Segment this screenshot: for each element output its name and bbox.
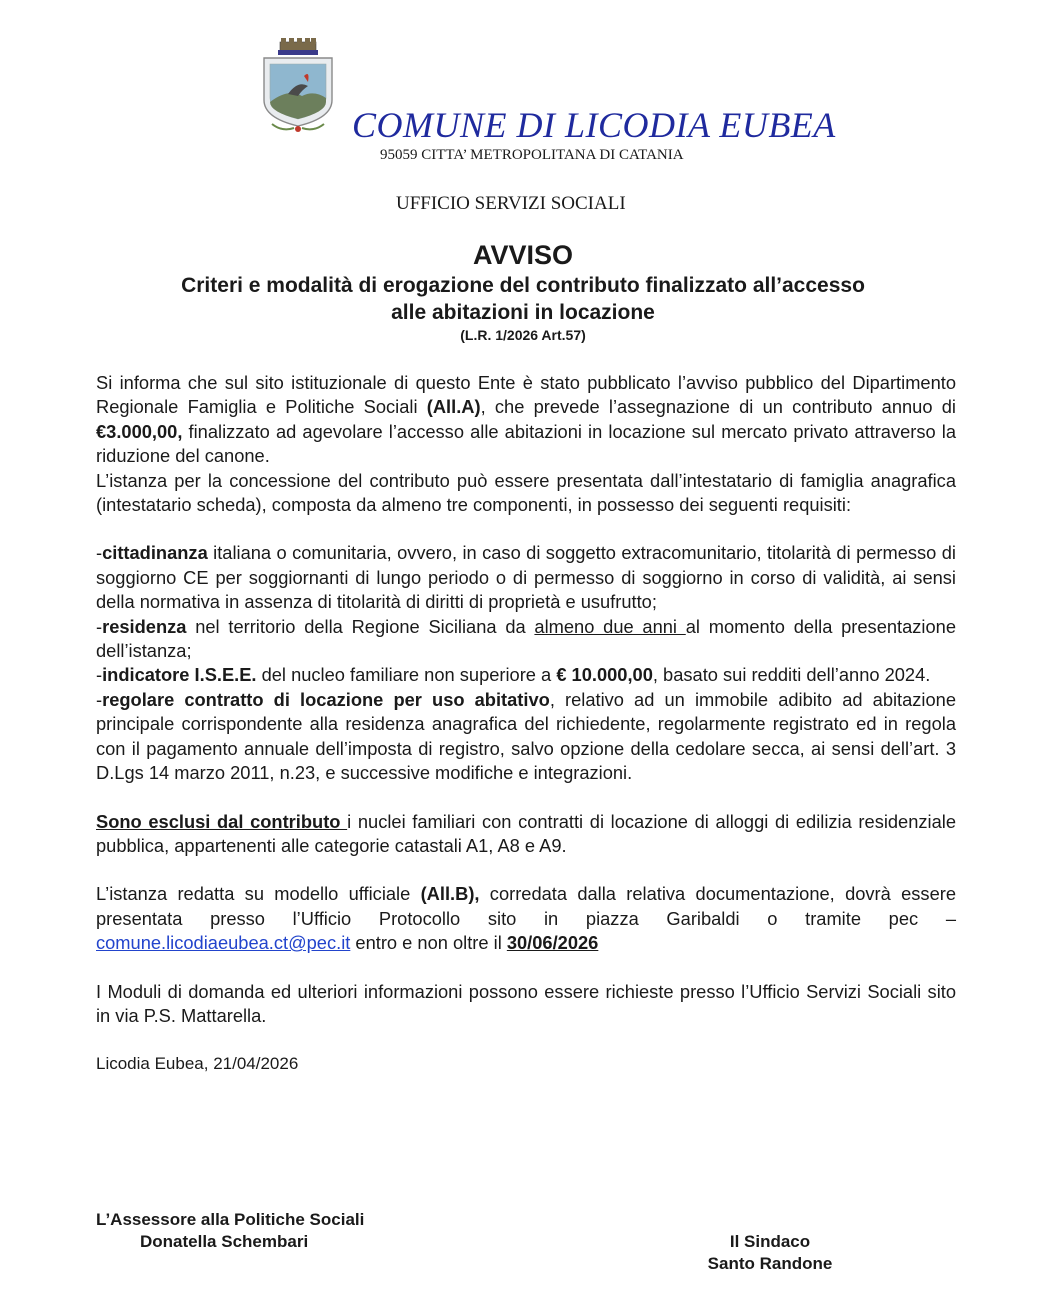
submission-paragraph xyxy=(96,882,956,955)
notice-title: AVVISO xyxy=(472,240,574,270)
isee-amount: € 10.000,00 xyxy=(556,664,653,686)
signature-sindaco xyxy=(690,1231,850,1275)
intro-paragraph-2: L’istanza per la concessione del contributo può essere presentata dall’intestatario di famiglia anagrafica (intestatario scheda), composta da almeno tre componenti, in possesso dei seguenti requisiti: xyxy=(96,469,956,516)
attachment-b-ref: (All.B), xyxy=(420,883,480,905)
assessore-role: L’Assessore alla Politiche Sociali xyxy=(96,1210,365,1229)
municipal-crest-emblem xyxy=(258,36,338,136)
notice-subject-line-2: alle abitazioni in locazione xyxy=(391,301,655,324)
assessore-name: Donatella Schembari xyxy=(140,1232,309,1251)
dash: - xyxy=(96,615,103,637)
requirement-text: , relativo ad un immobile adibito ad abitazione principale corrispondente alla residenza anagrafica del richiedente, regolarmente registrato ed in regola con il pagamento annuale dell’imposta di registro, salvo opzione della cedolare secca, ai sensi dell’art. 3 D.Lgs 14 marzo 2011, n.23, e successive modifiche e integrazioni. xyxy=(96,688,956,784)
dash: - xyxy=(96,688,103,710)
submission-text: corredata dalla relativa documentazione, dovrà essere presentata presso l’Ufficio Protocollo sito in piazza Garibaldi o tramite pec – xyxy=(96,883,956,929)
requirement-label: cittadinanza xyxy=(102,542,208,564)
dash: - xyxy=(96,664,103,686)
requirement-label: indicatore I.S.E.E. xyxy=(102,664,257,686)
intro-text-c: , che prevede l’assegnazione di un contributo annuo di xyxy=(480,396,956,418)
requirement-text: italiana o comunitaria, ovvero, in caso di soggetto extracomunitario, titolarità di permesso di soggiorno CE per soggiornanti di lungo periodo o di permesso di soggiorno in corso di validità, ai sensi della normativa in assenza di titolarità di diritti di proprietà e usufrutto; xyxy=(96,542,956,613)
requirement-isee xyxy=(96,663,956,687)
dash: - xyxy=(96,542,103,564)
office-name: UFFICIO SERVIZI SOCIALI xyxy=(396,193,626,214)
notice-body xyxy=(96,371,956,1077)
requirement-text: nel territorio della Regione Siciliana da xyxy=(186,615,535,637)
municipality-subtitle: 95059 CITTA’ METROPOLITANA DI CATANIA xyxy=(380,147,684,163)
submission-text: entro e non oltre il xyxy=(350,932,507,954)
date-place: Licodia Eubea, 21/04/2026 xyxy=(96,1054,299,1074)
law-reference: (L.R. 1/2026 Art.57) xyxy=(460,327,586,343)
intro-paragraph-1 xyxy=(96,371,956,469)
exclusion-paragraph xyxy=(96,810,956,859)
info-paragraph: I Moduli di domanda ed ulteriori informazioni possono essere richieste presso l’Ufficio Servizi Sociali sito in via P.S. Mattarella. xyxy=(96,980,956,1026)
title-block xyxy=(0,238,1046,344)
deadline-date: 30/06/2026 xyxy=(506,932,599,954)
requirement-label: regolare contratto di locazione per uso abitativo xyxy=(102,688,550,710)
sindaco-role: Il Sindaco xyxy=(729,1232,811,1251)
contribution-amount: €3.000,00, xyxy=(96,420,183,442)
submission-text: L’istanza redatta su modello ufficiale xyxy=(96,883,421,905)
requirement-citizenship xyxy=(96,541,956,614)
sindaco-name: Santo Randone xyxy=(707,1254,833,1273)
requirement-label: residenza xyxy=(102,615,187,637)
attachment-a-ref: (All.A) xyxy=(426,396,481,418)
notice-subject-line-1: Criteri e modalità di erogazione del contributo finalizzato all’accesso xyxy=(181,274,865,297)
exclusion-label: Sono esclusi dal contributo xyxy=(96,810,348,832)
signature-assessore xyxy=(96,1209,364,1253)
intro-text-a: Si informa che sul sito istituzionale di questo Ente è stato pubblicato l’avviso pubblico del Dipartimento Regionale Famiglia e Politiche Sociali xyxy=(96,372,956,418)
requirement-residence xyxy=(96,615,956,664)
requirement-text: al momento della presentazione dell’istanza; xyxy=(96,615,956,662)
pec-email-link[interactable]: comune.licodiaeubea.ct@pec.it xyxy=(96,932,351,954)
exclusion-text: i nuclei familiari con contratti di locazione di alloggi di edilizia residenziale pubblica, appartenenti alle categorie catastali A1, A8 e A9. xyxy=(96,810,956,856)
municipality-name: COMUNE DI LICODIA EUBEA xyxy=(352,105,836,145)
requirement-text: , basato sui redditi dell’anno 2024. xyxy=(652,664,931,686)
intro-text-e: finalizzato ad agevolare l’accesso alle abitazioni in locazione sul mercato privato attraverso la riduzione del canone. xyxy=(96,420,956,467)
requirement-text: del nucleo familiare non superiore a xyxy=(256,664,557,686)
underlined-duration: almeno due anni xyxy=(534,615,686,637)
requirement-lease xyxy=(96,688,956,786)
